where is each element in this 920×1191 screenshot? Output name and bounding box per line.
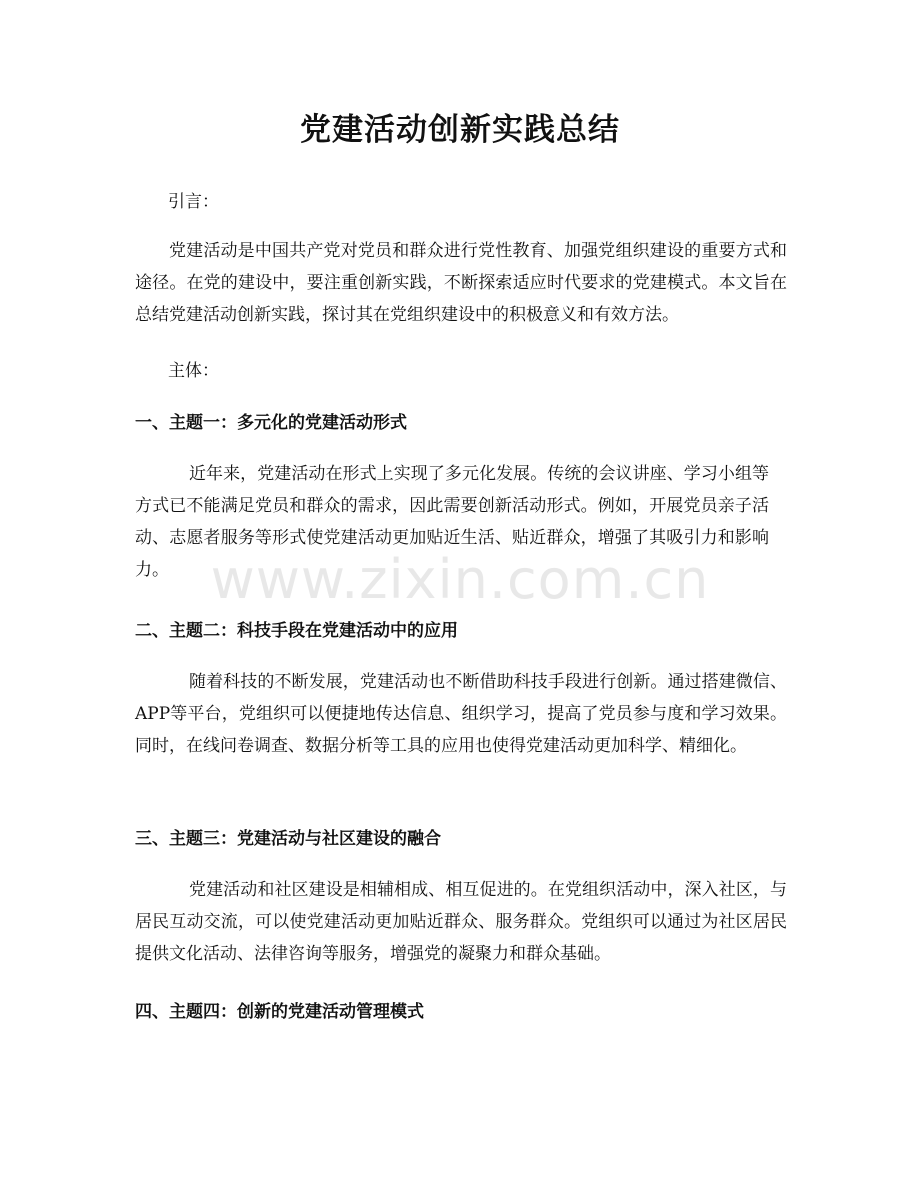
section-paragraph-1: 近年来，党建活动在形式上实现了多元化发展。传统的会议讲座、学习小组等方式已不能满足党员和群众的需求，因此需要创新活动形式。例如，开展党员亲子活动、志愿者服务等形式使党建活动更加贴近生活、贴近群众，增强了其吸引力和影响力。 <box>135 464 769 580</box>
section-heading-4: 四、主题四：创新的党建活动管理模式 <box>135 1002 424 1022</box>
document-title: 党建活动创新实践总结 <box>300 112 620 148</box>
section-paragraph-3: 党建活动和社区建设是相辅相成、相互促进的。在党组织活动中，深入社区，与居民互动交流，可以使党建活动更加贴近群众、服务群众。党组织可以通过为社区居民提供文化活动、法律咨询等服务，增强党的凝聚力和群众基础。 <box>135 880 787 964</box>
body-label: 主体： <box>168 361 219 381</box>
watermark-text: www.zixin.com.cn <box>210 548 710 611</box>
section-paragraph-2: 随着科技的不断发展，党建活动也不断借助科技手段进行创新。通过搭建微信、APP等平台，党组织可以便捷地传达信息、组织学习，提高了党员参与度和学习效果。同时，在线问卷调查、数据分析等工具的应用也使得党建活动更加科学、精细化。 <box>135 672 787 756</box>
section-heading-3: 三、主题三：党建活动与社区建设的融合 <box>135 829 441 849</box>
intro-paragraph: 党建活动是中国共产党对党员和群众进行党性教育、加强党组织建设的重要方式和途径。在党的建设中，要注重创新实践，不断探索适应时代要求的党建模式。本文旨在总结党建活动创新实践，探讨其在党组织建设中的积极意义和有效方法。 <box>135 241 787 325</box>
section-heading-2: 二、主题二：科技手段在党建活动中的应用 <box>135 621 458 641</box>
section-heading-1: 一、主题一：多元化的党建活动形式 <box>135 413 407 433</box>
intro-label: 引言： <box>168 192 219 212</box>
